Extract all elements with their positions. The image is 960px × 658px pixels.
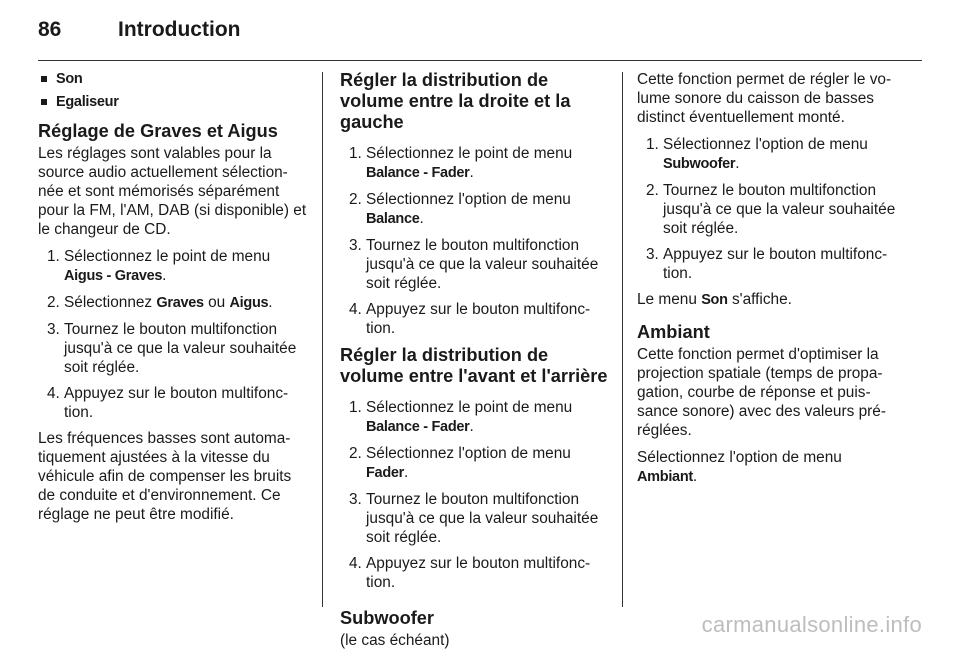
step-item: 3. Appuyez sur le bouton multifonc-tion. <box>646 246 888 282</box>
menu-label: Son <box>701 292 728 308</box>
heading-note: (le cas échéant) <box>340 632 450 649</box>
bullet-item-egaliseur: Egaliseur <box>38 93 308 112</box>
step-item: 4. Appuyez sur le bouton multifonc-tion. <box>349 301 591 337</box>
menu-label: Aigus - Graves <box>64 268 163 284</box>
step-item: 4. Appuyez sur le bouton multifonc-tion. <box>349 555 591 591</box>
menu-label: Balance <box>366 211 420 227</box>
step-item: 2. Sélectionnez l'option de menu Fader. <box>349 445 571 481</box>
paragraph-intro: Les réglages sont valables pour la source audio actuellement sélection-née et sont mémorisés séparément pour la FM, l'AM, DAB (si disponible) et le changeur de CD. <box>38 145 307 238</box>
paragraph-ambiant-step: Sélectionnez l'option de menu Ambiant. <box>637 449 842 485</box>
step-item: 1. Sélectionnez le point de menu Aigus - Graves. <box>47 248 271 284</box>
step-item: 2. Sélectionnez l'option de menu Balance. <box>349 191 571 227</box>
header-divider <box>38 60 922 61</box>
watermark: carmanualsonline.info <box>701 612 922 637</box>
column-divider <box>622 72 623 607</box>
section-heading-droite-gauche: Régler la distribution de volume entre la droite et la gauche <box>340 70 571 132</box>
page-header <box>38 18 240 42</box>
step-item: 2. Tournez le bouton multifonction jusqu'à ce que la valeur souhaitée soit réglée. <box>646 182 896 237</box>
column-2 <box>340 70 610 658</box>
steps-list <box>38 247 308 422</box>
menu-label: Fader <box>366 465 404 481</box>
menu-label: Aigus <box>229 295 269 311</box>
step-item: 1. Sélectionnez l'option de menu Subwoofer. <box>646 136 868 172</box>
step-item: 4. Appuyez sur le bouton multifonc-tion. <box>47 385 289 421</box>
menu-label: Balance - Fader <box>366 419 470 435</box>
step-item: 3. Tournez le bouton multifonction jusqu'à ce que la valeur souhaitée soit réglée. <box>47 321 297 376</box>
step-item: 1. Sélectionnez le point de menu Balance - Fader. <box>349 399 573 435</box>
menu-label: Ambiant <box>637 469 693 485</box>
menu-bullet-list <box>38 70 308 112</box>
step-item: 3. Tournez le bouton multifonction jusqu'à ce que la valeur souhaitée soit réglée. <box>349 237 599 292</box>
steps-list <box>340 398 610 592</box>
section-heading-subwoofer: Subwoofer <box>340 608 434 628</box>
page-title: Introduction <box>118 18 241 41</box>
column-3 <box>637 70 907 495</box>
page-number: 86 <box>38 18 62 41</box>
section-heading-avant-arriere: Régler la distribution de volume entre l'avant et l'arrière <box>340 345 608 386</box>
paragraph-result: Le menu Son s'affiche. <box>637 291 792 308</box>
step-item: 2. Sélectionnez Graves ou Aigus. <box>47 294 273 311</box>
paragraph-subwoofer-intro: Cette fonction permet de régler le vo-lume sonore du caisson de basses distinct éventuellement monté. <box>637 71 892 126</box>
steps-list <box>340 144 610 338</box>
bullet-item-son: Son <box>38 70 308 89</box>
menu-label: Subwoofer <box>663 156 736 172</box>
steps-list <box>637 135 907 283</box>
step-item: 3. Tournez le bouton multifonction jusqu'à ce que la valeur souhaitée soit réglée. <box>349 491 599 546</box>
step-item: 1. Sélectionnez le point de menu Balance - Fader. <box>349 145 573 181</box>
column-1 <box>38 70 308 532</box>
section-heading-graves-aigus: Réglage de Graves et Aigus <box>38 121 278 141</box>
paragraph-ambiant: Cette fonction permet d'optimiser la projection spatiale (temps de propa-gation, courbe de réponse et puis-sance sonore) avec des valeurs pré-réglées. <box>637 346 886 439</box>
column-divider <box>322 72 323 607</box>
menu-label: Balance - Fader <box>366 165 470 181</box>
menu-label: Graves <box>156 295 204 311</box>
section-heading-ambiant: Ambiant <box>637 322 710 342</box>
paragraph-outro: Les fréquences basses sont automa-tiquement ajustées à la vitesse du véhicule afin de compenser les bruits de conduite et d'environnement. Ce réglage ne peut être modifié. <box>38 430 292 523</box>
